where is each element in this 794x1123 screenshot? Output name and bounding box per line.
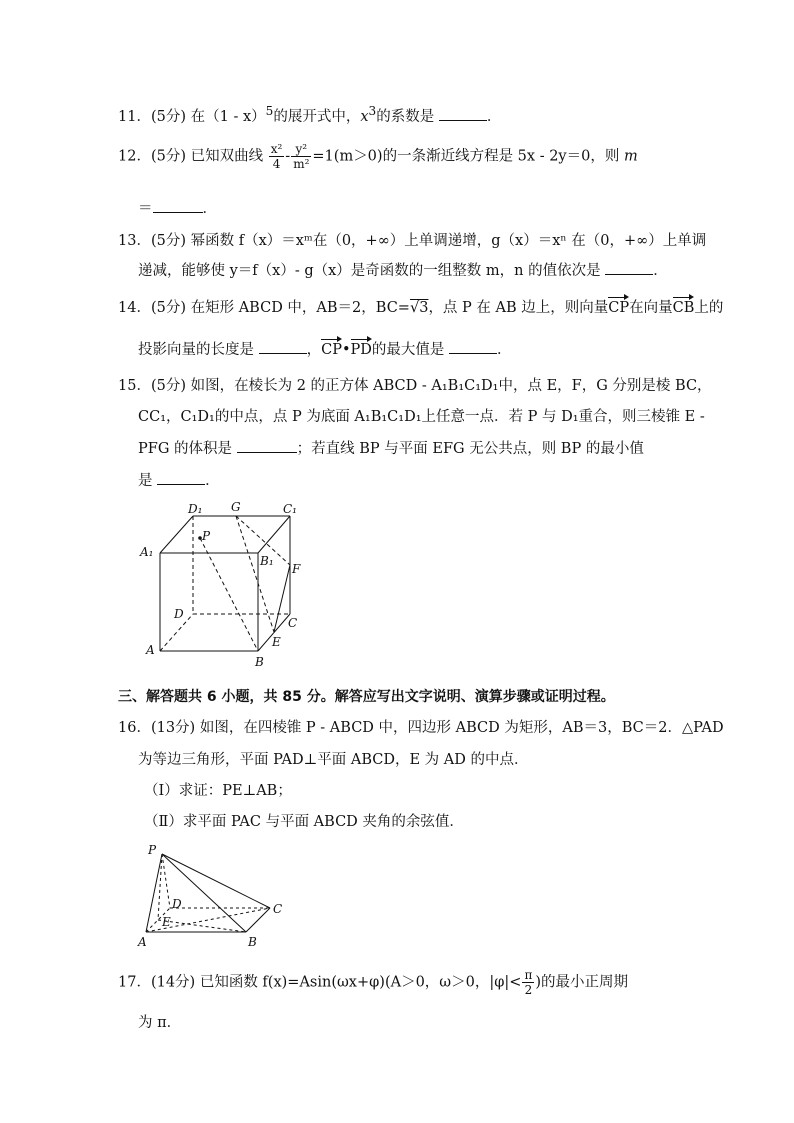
q14-comma: ， [306,342,322,358]
answer-blank[interactable] [449,341,497,354]
label-e: E [162,915,171,929]
label-d: D [174,607,184,621]
question-15-line3 [138,437,644,458]
question-15-line4 [138,469,220,490]
edge-b-c [246,908,270,932]
label-p: P [148,843,157,857]
frac-den: m² [293,157,310,171]
frac-num: y² [291,142,311,157]
edge-c1-b1 [258,516,290,553]
question-13: 13．(5分) 幂函数 f（x）＝xᵐ在（0，+∞）上单调递增，g（x）＝xⁿ 在（0，+∞）上单调 [118,233,707,249]
q12-end: ． [202,201,217,217]
sqrt-3: √3 [409,300,429,316]
q15-text-b: ；若直线 BP 与平面 EFG 无公共点，则 BP 的最小值 [296,441,644,457]
q12-text-a: 已知双曲线 [190,148,264,165]
q14-text-c: 投影向量的长度是 [138,342,254,358]
label-b1: B₁ [260,554,274,568]
q14-tail: 上的 [694,300,724,316]
question-number: 12．(5分) [118,148,186,165]
q14-text-d: 的最大值是 [371,342,445,358]
question-16-part-2: （Ⅱ）求平面 PAC 与平面 ABCD 夹角的余弦值． [144,814,464,830]
question-15: 15．(5分) 如图，在棱长为 2 的正方体 ABCD - A₁B₁C₁D₁中，点 E，F，G 分别是棱 BC， [118,378,712,394]
vector-pd: PD [350,342,372,358]
fraction-y2-over-m2 [291,142,311,171]
label-b: B [248,935,257,949]
label-a: A [138,935,147,949]
fraction-pi-over-2 [522,968,534,997]
label-c1: C₁ [283,502,297,516]
q17-text-a: 17．(14分) 已知函数 f(x)=Asin(ωx+φ)(A＞0，ω＞0，|φ|< [118,974,522,991]
pyramid-figure [136,838,296,956]
edge-p-d-hidden [162,854,170,908]
label-c: C [273,902,283,916]
minus-sign: - [285,148,291,165]
question-12-line2 [138,197,217,218]
label-a1: A₁ [140,545,154,559]
question-16-part-1: （Ⅰ）求证：PE⊥AB； [144,783,292,799]
q14-mid: 在向量 [629,300,673,316]
label-g: G [231,500,241,514]
q12-var-m: m [623,148,638,165]
question-14-line2 [138,338,512,359]
answer-blank[interactable] [237,440,297,453]
label-a: A [146,643,155,657]
fraction-x2-over-4 [269,142,285,171]
q14-end: ． [497,342,512,358]
question-15-line2: CC₁，C₁D₁的中点，点 P 为底面 A₁B₁C₁D₁上任意一点．若 P 与 D₁重合，则三棱锥 E - [138,409,705,425]
label-p: P [202,529,211,543]
label-e: E [272,635,281,649]
vector-cp: CP [321,342,342,358]
q11-exponent2: 3 [368,104,377,118]
q15-text-c: 是 [138,473,153,489]
q12-text-b: =1(m＞0)的一条渐近线方程是 5x - 2y＝0，则 [312,148,624,165]
q11-end: ． [486,108,502,125]
label-d: D [172,897,182,911]
cube-figure [138,498,313,673]
frac-num: x² [270,142,283,156]
answer-blank[interactable] [153,200,203,213]
frac-num: π [524,968,533,982]
label-f: F [292,562,301,576]
segment-p-b-hidden [200,538,258,651]
label-b: B [255,655,264,669]
answer-blank[interactable] [439,108,487,121]
question-16-line2: 为等边三角形，平面 PAD⊥平面 ABCD，E 为 AD 的中点． [138,752,529,768]
answer-blank[interactable] [259,341,307,354]
q13-text: 递减，能够使 y＝f（x）- g（x）是奇函数的一组整数 m，n 的值依次是 [138,263,601,279]
segment-g-e-hidden [236,516,274,632]
q15-text-a: PFG 的体积是 [138,441,233,457]
question-number: 11．(5分) [118,108,186,125]
q17-text-b: )的最小正周期 [535,974,628,991]
question-16: 16．(13分) 如图，在四棱锥 P - ABCD 中，四边形 ABCD 为矩形，AB＝3，BC＝2．△PAD [118,720,724,736]
vector-cb: CB [672,300,695,316]
label-d1: D₁ [188,502,203,516]
question-14 [118,296,723,317]
segment-e-b-hidden [158,920,246,932]
label-c: C [288,616,298,630]
dot-product: • [341,342,351,358]
frac-den: 4 [272,157,281,171]
q11-exponent: 5 [265,104,274,118]
question-17-line2: 为 π． [138,1015,182,1031]
q11-text-a: 在（1 - x） [190,108,266,125]
answer-blank[interactable] [605,262,653,275]
answer-blank[interactable] [157,472,205,485]
q11-text-b: 的展开式中， [273,108,361,125]
edge-p-b [162,854,246,932]
q14-text-a: 14．(5分) 在矩形 ABCD 中，AB＝2，BC= [118,300,410,316]
edge-a1-d1 [160,516,193,553]
question-17 [118,968,628,997]
question-11 [118,104,501,126]
frac-den: 2 [524,983,533,997]
q14-text-b: ，点 P 在 AB 边上，则向量 [428,300,609,316]
q11-text-c: 的系数是 [376,108,435,125]
section-3-heading: 三、解答题共 6 小题，共 85 分。解答应写出文字说明、演算步骤或证明过程。 [118,689,615,705]
vector-cp: CP [608,300,630,316]
q12-equals: ＝ [138,201,153,217]
q11-var: x [360,108,369,125]
q13-end: ． [653,263,668,279]
q15-end: ． [205,473,220,489]
question-12 [118,142,638,171]
question-13-line2 [138,259,668,280]
